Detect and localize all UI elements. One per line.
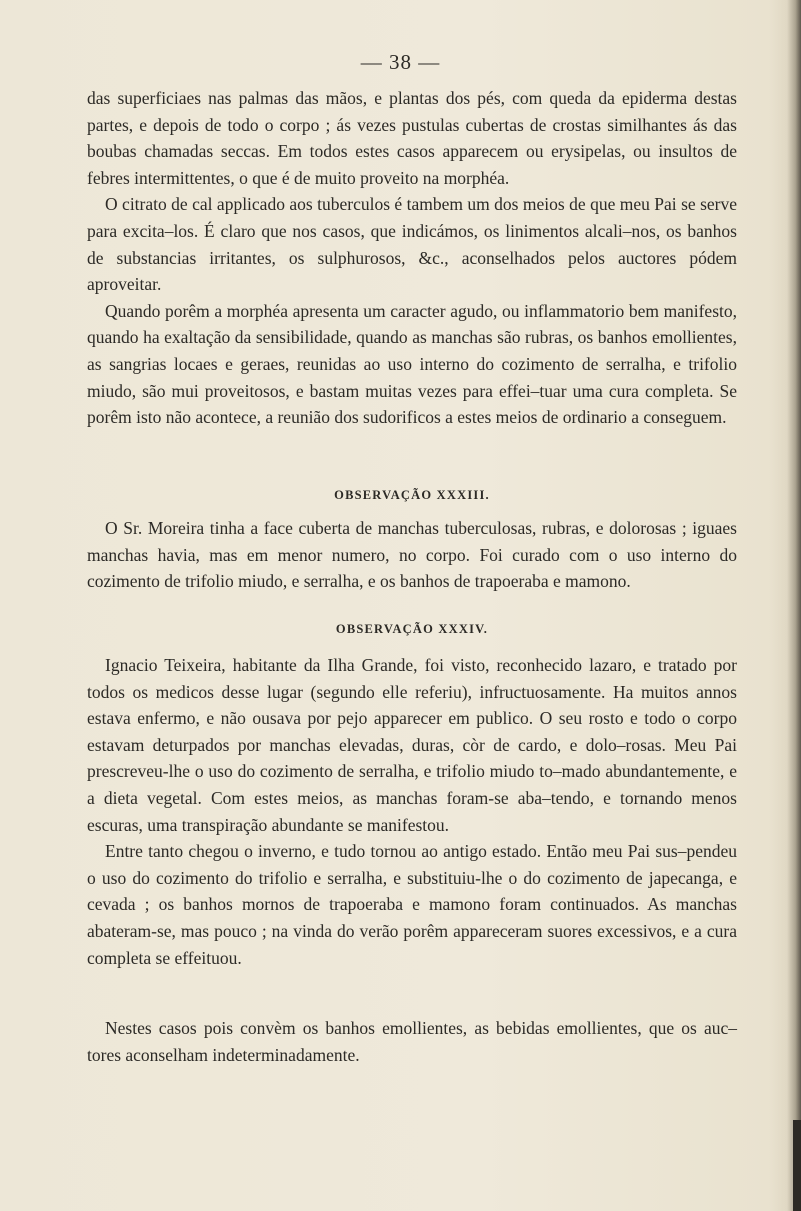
text-block-closing (87, 1015, 737, 1068)
paragraph: O citrato de cal applicado aos tuberculos é tambem um dos meios de que meu Pai se serve para excita–los. É claro que nos casos, que indicámos, os linimentos alcali–nos, os banhos de substancias irritantes, os sulphurosos, &c., aconselhados pelos auctores pódem aproveitar. (87, 194, 737, 295)
text-block-observation-34 (87, 652, 737, 971)
page-edge-shadow (787, 0, 801, 1211)
page-number: — 38 — (360, 50, 441, 74)
observation-heading: OBSERVAÇÃO XXXIV. (335, 622, 489, 636)
paragraph: Entre tanto chegou o inverno, e tudo tornou ao antigo estado. Então meu Pai sus–pendeu o uso do cozimento do trifolio e serralha, e substituiu-lhe o do cozimento de japecanga, e cevada ; os banhos mornos de trapoeraba e mamono foram continuados. As manchas abateram-se, mas pouco ; na vinda do verão porêm appareceram suores excessivos, e a cura completa se effeituou. (87, 841, 737, 968)
paragraph: das superficiaes nas palmas das mãos, e plantas dos pés, com queda da epiderma destas partes, e depois de todo o corpo ; ás vezes pustulas cubertas de crostas similhantes ás das boubas chamadas seccas. Em todos estes casos apparecem ou erysipelas, ou insultos de febres intermittentes, o que é de muito proveito na morphéa. (87, 88, 737, 188)
page-edge-binding (793, 1120, 801, 1211)
paragraph: Nestes casos pois convèm os banhos emollientes, as bebidas emollientes, que os auc–tores aconselham indeterminadamente. (87, 1018, 737, 1065)
text-block-observation-33 (87, 515, 737, 595)
text-block-intro (87, 85, 737, 431)
paragraph: Ignacio Teixeira, habitante da Ilha Grande, foi visto, reconhecido lazaro, e tratado por todos os medicos desse lugar (segundo elle referiu), infructuosamente. Ha muitos annos estava enfermo, e não ousava por pejo apparecer em publico. O seu rosto e todo o corpo estavam deturpados por manchas elevadas, duras, còr de cardo, e dolo–rosas. Meu Pai prescreveu-lhe o uso do cozimento de serralha, e trifolio miudo to–mado abundantemente, e a dieta vegetal. Com estes meios, as manchas foram-se aba–tendo, e tornando menos escuras, uma transpiração abundante se manifestou. (87, 655, 737, 835)
observation-heading: OBSERVAÇÃO XXXIII. (334, 488, 490, 502)
paragraph: Quando porêm a morphéa apresenta um caracter agudo, ou inflammatorio bem manifesto, quando ha exaltação da sensibilidade, quando as manchas são rubras, os banhos emollientes, as sangrias locaes e geraes, reunidas ao uso interno do cozimento de serralha, e trifolio miudo, são mui proveitosos, e bastam muitas vezes para effei–tuar uma cura completa. Se porêm isto não acontece, a reunião dos sudorificos a estes meios de ordinario a conseguem. (87, 300, 737, 428)
paragraph: O Sr. Moreira tinha a face cuberta de manchas tuberculosas, rubras, e dolorosas ; iguaes manchas havia, mas em menor numero, no corpo. Foi curado com o uso interno do cozimento de trifolio miudo, e serralha, e os banhos de trapoeraba e mamono. (87, 518, 737, 592)
